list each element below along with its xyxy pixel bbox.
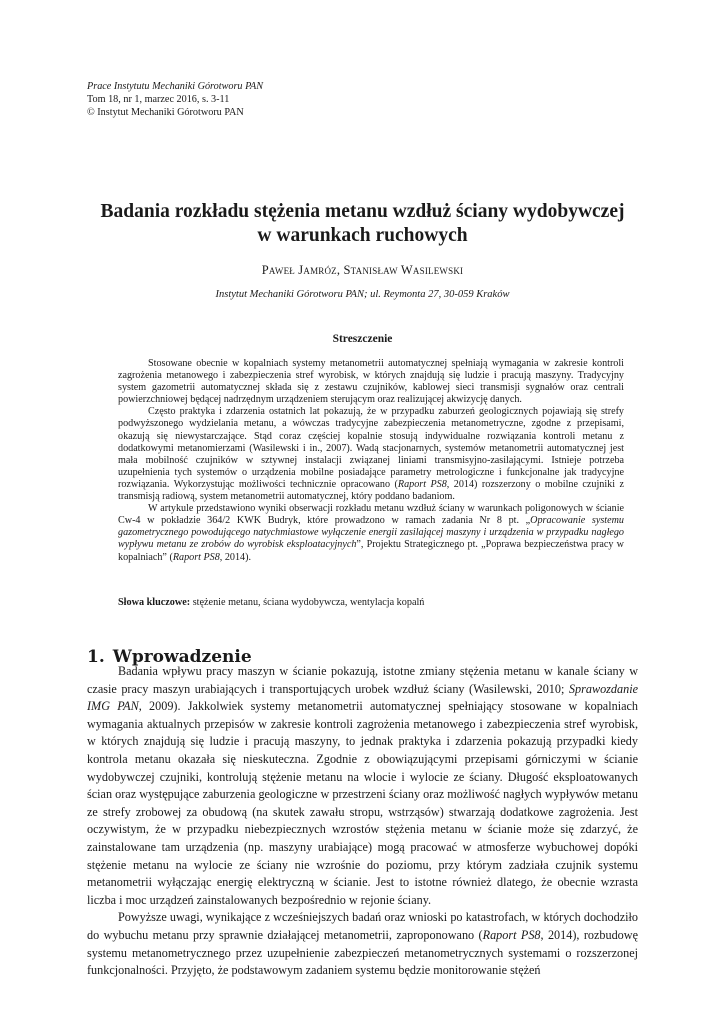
affiliation: Instytut Mechaniki Górotworu PAN; ul. Reymonta 27, 30-059 Kraków xyxy=(215,289,510,300)
abstract-heading: Streszczenie xyxy=(332,333,393,345)
journal-volume: Tom 18, nr 1, marzec 2016, s. 3-11 xyxy=(87,94,230,105)
keywords-label: Słowa kluczowe: xyxy=(118,597,191,608)
authors: Paweł Jamróz, Stanisław Wasilewski xyxy=(261,263,464,277)
citation: Raport PS8 xyxy=(172,551,220,563)
paper-title xyxy=(70,200,655,248)
abstract xyxy=(118,358,624,564)
abstract-paragraph-1: Stosowane obecnie w kopalniach systemy metanometrii automatycznej spełniają wymagania w zakresie kontroli zagrożenia metanowego i zabezpieczenia stref wyrobisk, w których znajdują się ludzie i pracują maszyny. Tradycyjny system gazometrii automatycznej składa się z zestawu czujników, kablowej sieci transmisji sygnałów oraz centrali powierzchniowej będącej nadrzędnym urządzeniem sterującym oraz realizującej akwizycję danych. xyxy=(118,358,624,406)
project-title: Opracowanie systemu gazometrycznego powodującego natychmiastowe wyłączenie energii zasilającej maszyny i urządzenia w przypadku nagłego wypływu metanu ze zrobów do wyrobisk eksploatacyjnych xyxy=(118,515,624,551)
keywords-text: stężenie metanu, ściana wydobywcza, wentylacja kopalń xyxy=(192,597,425,608)
abstract-paragraph-2: Często praktyka i zdarzenia ostatnich lat pokazują, że w przypadku zaburzeń geologicznych pojawiają się strefy podwyższonego wydzielania metanu, a wówczas tradycyjne zabezpieczenia metanometryczne, zgodne z przepisami, okazują się niewystarczające. Stąd coraz częściej kopalnie stosują indywidualne rozwiązania kontroli metanu z dodatkowymi metanomierzami (Wasilewski i in., 2007). Wadą stacjonarnych, systemów metanometrii automatycznej jest mała mobilność czujników w sztywnej instalacji związanej liniami transmisyjno-zasilającymi. Istnieje potrzeba uzupełnienia tych systemów o urządzenia mobilne posiadające parametry metrologiczne i funkcjonalne jak tradycyjne rozwiązania. Wykorzystując możliwości technicznie opracowano (Raport PS8, 2014) rozszerzony o mobilne czujniki z transmisją radiową, system metanometrii automatycznej, który poddano badaniom. xyxy=(118,406,625,503)
journal-copyright: © Instytut Mechaniki Górotworu PAN xyxy=(87,107,244,118)
body-text xyxy=(87,663,638,980)
abstract-paragraph-3: W artykule przedstawiono wyniki obserwacji rozkładu metanu wzdłuż ściany w warunkach poligonowych w ścianie Cw-4 w pokładzie 364/2 KWK Budryk, które prowadzono w ramach zadania Nr 8 pt. „Opracowanie systemu gazometrycznego powodującego natychmiastowe wyłączenie energii zasilającej maszyny i urządzenia w przypadku nagłego wypływu metanu ze zrobów do wyrobisk eksploatacyjnych”, Projektu Strategicznego pt. „Poprawa bezpieczeństwa pracy w kopalniach” (Raport PS8, 2014). xyxy=(118,503,624,563)
journal-name: Prace Instytutu Mechaniki Górotworu PAN xyxy=(87,81,263,92)
paper-title-line1: Badania rozkładu stężenia metanu wzdłuż ściany wydobywczej xyxy=(100,201,625,222)
citation: Sprawozdanie IMG PAN xyxy=(87,681,638,714)
paper-title-line2: w warunkach ruchowych xyxy=(257,225,468,246)
body-paragraph-2: Powyższe uwagi, wynikające z wcześniejszych badań oraz wnioski po katastrofach, w których dochodziło do wybuchu metanu przy sprawnie działającej metanometrii, zaproponowano (Raport PS8, 2014), rozbudowę systemu metanometrycznego przez uzupełnienie zabezpieczeń metanometrycznych systemami o rozszerzonej funkcjonalności. Przyjęto, że podstawowym zadaniem systemu będzie monitorowanie stężeń xyxy=(87,910,638,978)
section-number: 1. xyxy=(87,647,105,667)
citation: Raport PS8 xyxy=(397,478,447,490)
keywords xyxy=(118,597,624,608)
body-paragraph-1: Badania wpływu pracy maszyn w ścianie pokazują, istotne zmiany stężenia metanu w kanale ściany w czasie pracy maszyn urabiających i transportujących urobek wzdłuż ściany (Wasilewski, 2010; Sprawozdanie IMG PAN, 2009). Jakkolwiek systemy metanometrii automatycznej spełniający stosowane w kopalniach wymagania aktualnych przepisów w zakresie kontroli zagrożenia metanowego i zabezpieczenia stref wyrobisk, w których znajdują się ludzie i pracują maszyny, to jednak praktyka i zdarzenia pokazują przypadki kiedy kontrola metanu okazała się nieskuteczna. Zgodnie z obowiązującymi przepisami górniczymi w ścianie wydobywczej czujniki, kontrolują stężenie metanu na wlocie i wylocie ze ściany. Długość eksploatowanych ścian oraz występujące zaburzenia geologiczne w przestrzeni ściany oraz możliwość nagłych wypływów metanu ze strefy zrobowej za obudową (na skutek zawału stropu, wstrząsów) stwarzają dodatkowe zagrożenia. Jest oczywistym, że w przypadku niebezpiecznych wzrostów stężenia metanu w ścianie może się zdarzyć, że zainstalowane tam urządzenia (np. maszyny urabiające) mogą pracować w atmosferze wybuchowej dopóki stężenie metanu na wylocie ze ściany nie wzrośnie do poziomu, przy którym zadziała czujnik systemu metanometrii wyłączając energię elektryczną w ścianie. Jest to istotne również dlatego, że obecnie wzrasta liczba i moc urządzeń zainstalowanych bezpośrednio w rejonie ściany. xyxy=(87,664,638,907)
citation: Raport PS8 xyxy=(482,927,541,942)
section-title: Wprowadzenie xyxy=(112,647,252,667)
journal-header xyxy=(87,80,487,119)
